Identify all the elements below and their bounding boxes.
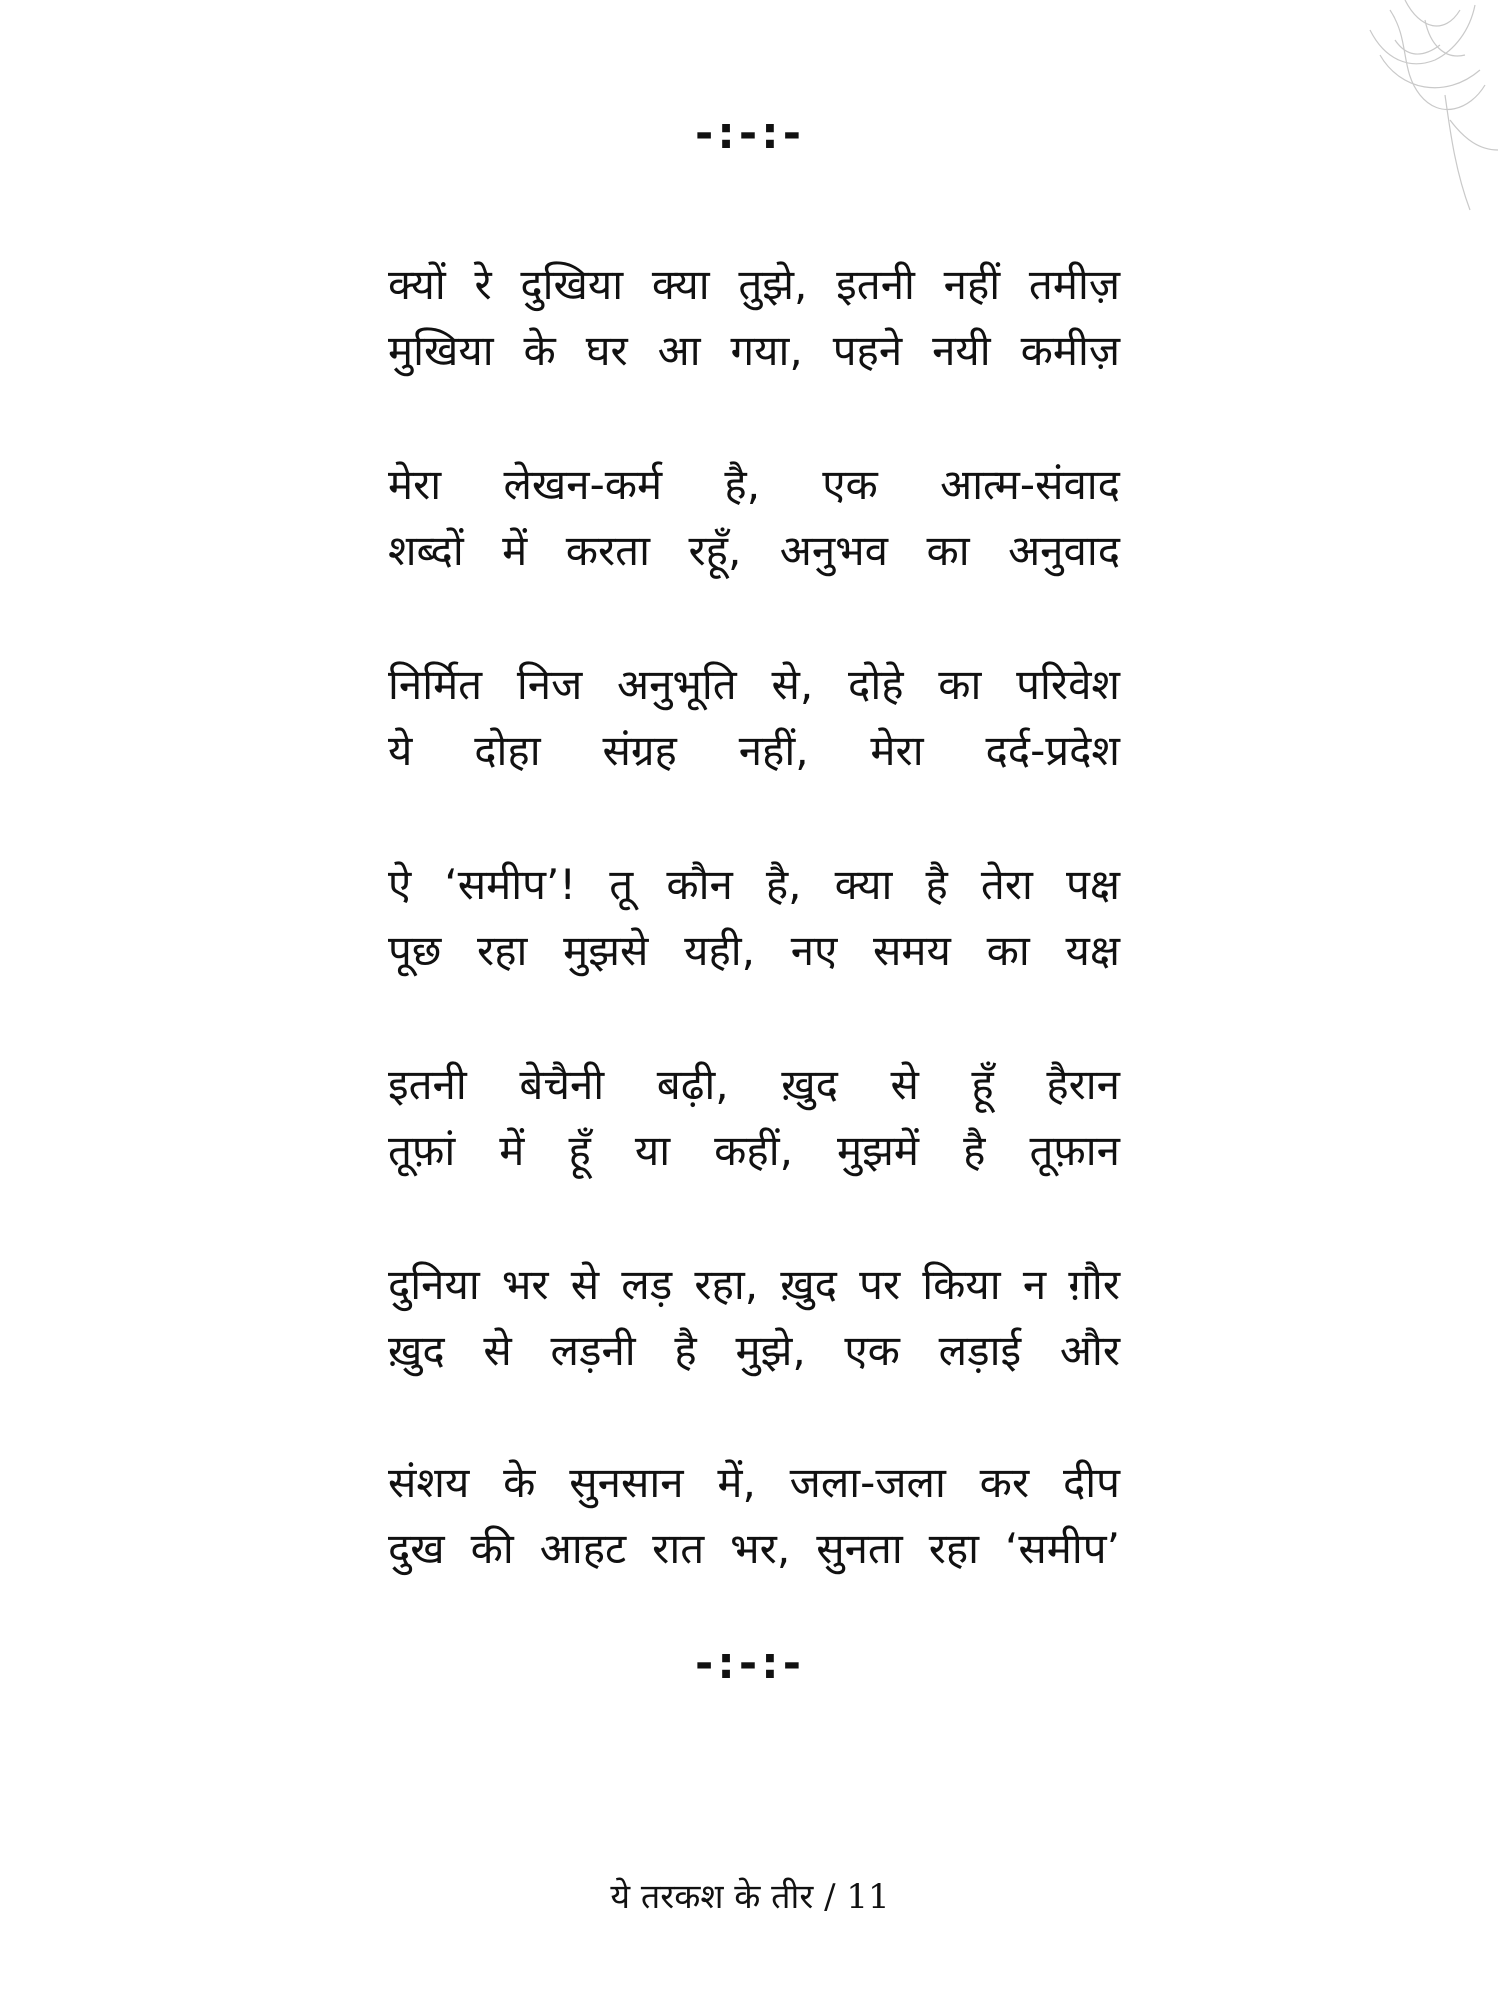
page-footer: ये तरकश के तीर / 11 <box>610 1877 890 1917</box>
poem-line: क्यों रे दुखिया क्या तुझे, इतनी नहीं तमीज़ <box>388 260 1120 309</box>
poem-line: निर्मित निज अनुभूति से, दोहे का परिवेश <box>388 660 1120 709</box>
stanza-7 <box>388 1450 1120 1582</box>
stanza-5 <box>388 1052 1120 1184</box>
poem-line: मेरा लेखन-कर्म है, एक आत्म-संवाद <box>388 460 1120 509</box>
stanza-1 <box>388 252 1120 384</box>
poem-line: ऐ ‘समीप’! तू कौन है, क्या है तेरा पक्ष <box>388 860 1120 909</box>
poem-line: ये दोहा संग्रह नहीं, मेरा दर्द-प्रदेश <box>388 726 1120 775</box>
poem-line: दुख की आहट रात भर, सुनता रहा ‘समीप’ <box>388 1524 1120 1573</box>
bottom-divider: -:-:- <box>695 1638 805 1689</box>
poem-line: ख़ुद से लड़नी है मुझे, एक लड़ाई और <box>388 1326 1120 1375</box>
stanza-4 <box>388 852 1120 984</box>
poem-line: पूछ रहा मुझसे यही, नए समय का यक्ष <box>388 926 1120 975</box>
poem-line: इतनी बेचैनी बढ़ी, ख़ुद से हूँ हैरान <box>388 1060 1120 1109</box>
stanza-6 <box>388 1252 1120 1384</box>
top-divider: -:-:- <box>695 108 805 159</box>
poem-line: संशय के सुनसान में, जला-जला कर दीप <box>388 1458 1120 1507</box>
stanza-2 <box>388 452 1120 584</box>
poem-line: तूफ़ां में हूँ या कहीं, मुझमें है तूफ़ान <box>388 1126 1120 1175</box>
stanza-3 <box>388 652 1120 784</box>
poem-line: शब्दों में करता रहूँ, अनुभव का अनुवाद <box>388 526 1120 575</box>
poem-line: दुनिया भर से लड़ रहा, ख़ुद पर किया न ग़ौर <box>388 1260 1120 1309</box>
poem-line: मुखिया के घर आ गया, पहने नयी कमीज़ <box>388 326 1120 375</box>
